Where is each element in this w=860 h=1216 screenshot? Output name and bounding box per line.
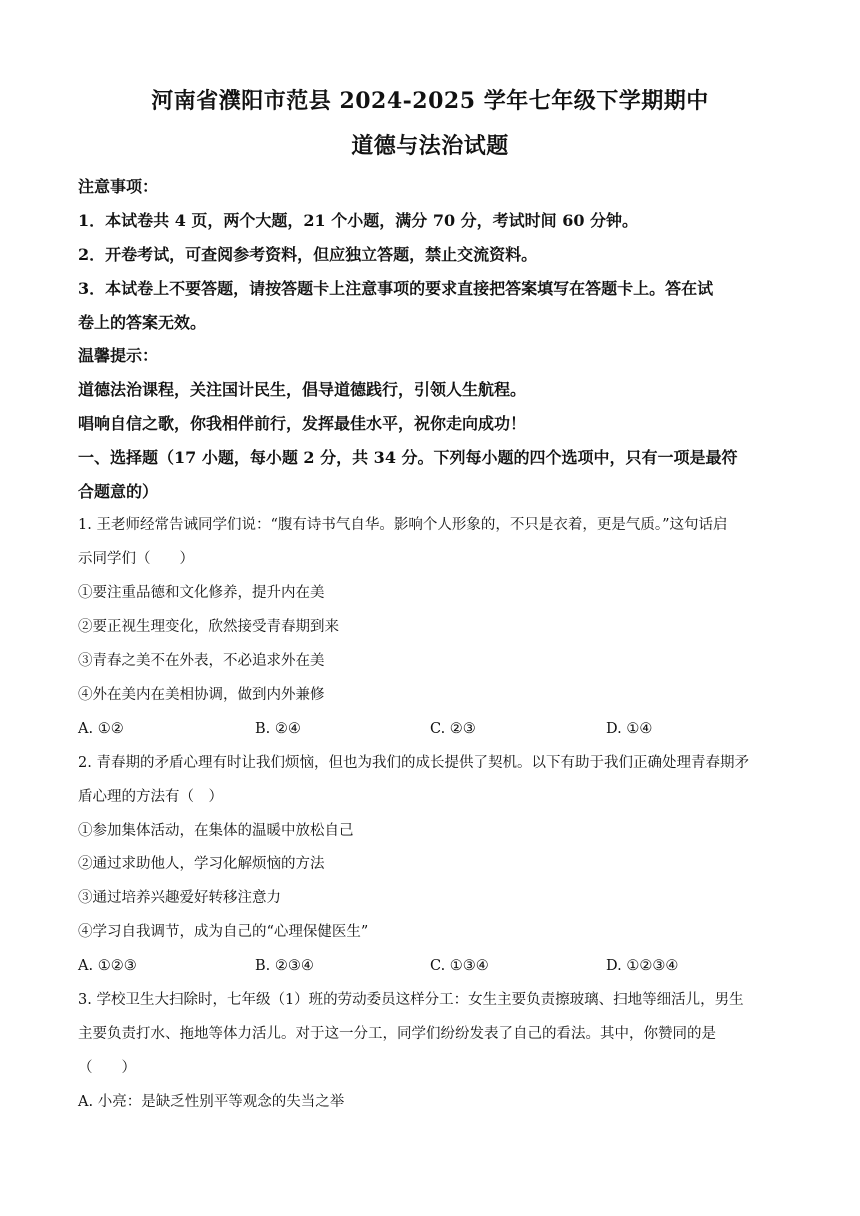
question-1-stem-cont: 示同学们（ ） [78,551,194,567]
question-2-stem-cont: 盾心理的方法有（ ） [78,789,223,805]
question-2-option-d: D. ①②③④ [606,958,679,974]
question-1-option-a: A. ①② [78,721,124,737]
question-1-statement: ①要注重品德和文化修养，提升内在美 [78,585,325,601]
question-1-stem: 1. 王老师经常告诫同学们说：“腹有诗书气自华。影响个人形象的，不只是衣着，更是气质。”这句话启 [78,517,728,533]
question-3-option-a: A. 小亮：是缺乏性别平等观念的失当之举 [78,1094,345,1110]
notice-item: 1．本试卷共 4 页，两个大题，21 个小题，满分 70 分，考试时间 60 分钟。 [78,211,639,230]
section-heading: 一、选择题（17 小题，每小题 2 分，共 34 分。下列每小题的四个选项中，只有一项是最符 [78,448,738,467]
exam-subtitle: 道德与法治试题 [351,133,509,159]
question-2-option-a: A. ①②③ [78,958,137,974]
question-2-statement: ②通过求助他人，学习化解烦恼的方法 [78,856,325,872]
question-2-option-c: C. ①③④ [430,958,489,974]
notice-item: 3．本试卷上不要答题，请按答题卡上注意事项的要求直接把答案填写在答题卡上。答在试 [78,279,714,298]
question-2-statement: ③通过培养兴趣爱好转移注意力 [78,890,281,906]
question-3-stem: 3. 学校卫生大扫除时，七年级（1）班的劳动委员这样分工：女生主要负责擦玻璃、扫地等细活儿，男生 [78,992,744,1008]
question-1-statement: ②要正视生理变化，欣然接受青春期到来 [78,619,339,635]
question-2-option-b: B. ②③④ [255,958,314,974]
question-2-statement: ①参加集体活动，在集体的温暖中放松自己 [78,823,354,839]
notice-item: 卷上的答案无效。 [78,313,207,332]
question-1-statement: ④外在美内在美相协调，做到内外兼修 [78,687,325,703]
tips-heading: 温馨提示： [78,346,159,365]
question-3-stem-cont: 主要负责打水、拖地等体力活儿。对于这一分工，同学们纷纷发表了自己的看法。其中，你赞同的是 [78,1026,716,1042]
tips-line: 道德法治课程，关注国计民生，倡导道德践行，引领人生航程。 [78,380,527,399]
question-1-option-b: B. ②④ [255,721,301,737]
question-1-option-c: C. ②③ [430,721,476,737]
section-heading-cont: 合题意的） [78,482,159,501]
question-2-stem: 2. 青春期的矛盾心理有时让我们烦恼，但也为我们的成长提供了契机。以下有助于我们正确处理青春期矛 [78,755,749,771]
question-3-stem-cont: （ ） [78,1060,136,1076]
question-2-statement: ④学习自我调节，成为自己的“心理保健医生” [78,924,369,940]
question-1-option-d: D. ①④ [606,721,653,737]
question-1-statement: ③青春之美不在外表，不必追求外在美 [78,653,325,669]
notice-item: 2．开卷考试，可查阅参考资料，但应独立答题，禁止交流资料。 [78,245,538,264]
tips-line: 唱响自信之歌，你我相伴前行，发挥最佳水平，祝你走向成功！ [78,414,527,433]
exam-title: 河南省濮阳市范县 2024-2025 学年七年级下学期期中 [151,88,709,114]
notice-heading: 注意事项： [78,177,159,196]
